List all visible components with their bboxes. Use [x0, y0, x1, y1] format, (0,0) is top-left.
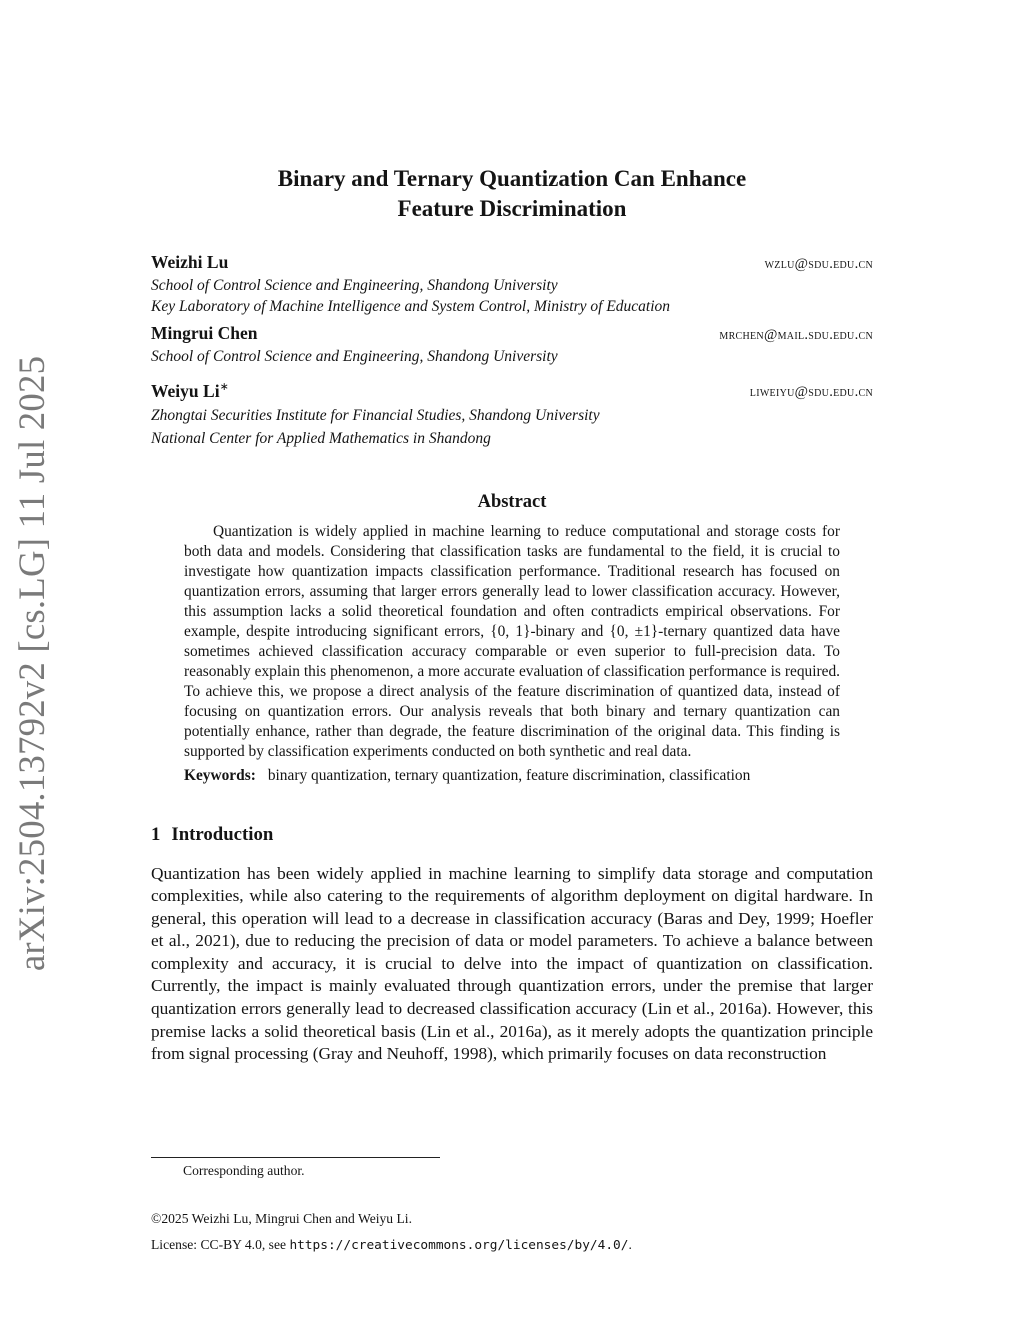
abstract-heading: Abstract	[477, 491, 547, 512]
license-prefix: License: CC-BY 4.0, see	[151, 1237, 290, 1252]
license-link[interactable]: https://creativecommons.org/licenses/by/4.0/	[289, 1238, 629, 1253]
author-affiliation: Zhongtai Securities Institute for Financial Studies, Shandong University	[151, 406, 600, 424]
paper-title	[151, 164, 873, 224]
title-line-1: Binary and Ternary Quantization Can Enhance	[277, 166, 747, 191]
author-affiliation: School of Control Science and Engineering, Shandong University	[151, 348, 558, 365]
author-email[interactable]: wzlu@sdu.edu.cn	[764, 256, 873, 272]
arxiv-identifier	[10, 355, 54, 971]
author-email[interactable]: liweiyu@sdu.edu.cn	[749, 384, 873, 401]
author-affiliation: School of Control Science and Engineering, Shandong University	[151, 277, 558, 294]
footnote-rule	[151, 1157, 440, 1158]
author-name	[151, 380, 229, 402]
keywords-label: Keywords:	[184, 766, 256, 784]
title-line-2: Feature Discrimination	[397, 196, 627, 221]
author-name: Mingrui Chen	[151, 323, 258, 343]
license-notice	[151, 1237, 873, 1253]
section-heading	[151, 824, 873, 846]
author-name-text: Weiyu Li	[151, 380, 220, 401]
license-suffix: .	[628, 1237, 632, 1252]
paper-page	[151, 164, 873, 1083]
arxiv-identifier-text: arXiv:2504.13792v2 [cs.LG] 11 Jul 2025	[11, 355, 53, 971]
section-number: 1	[151, 823, 161, 845]
author-email[interactable]: mrchen@mail.sdu.edu.cn	[719, 327, 873, 343]
author-affiliation: Key Laboratory of Machine Intelligence and System Control, Ministry of Education	[151, 297, 671, 315]
section-paragraph: Quantization has been widely applied in machine learning to simplify data storage and computation complexities, while also catering to the requirements of algorithm deployment on digital hardware. In general, this operation will lead to a decrease in classification accuracy (Baras and Dey, 1999; Hoefler et al., 2021), due to reducing the precision of data or model parameters. To achieve a balance between complexity and accuracy, it is crucial to delve into the impact of quantization on classification. Currently, the impact is mainly evaluated through quantization errors, under the premise that larger quantization errors generally lead to decreased classification accuracy (Lin et al., 2016a). However, this premise lacks a solid theoretical basis (Lin et al., 2016a), as it merely adopts the quantization principle from signal processing (Gray and Neuhoff, 1998), which primarily focuses on data reconstruction	[151, 863, 873, 1064]
author-block	[151, 252, 873, 450]
section-title: Introduction	[171, 823, 274, 845]
keywords	[184, 766, 840, 786]
footnote-area	[151, 1157, 873, 1253]
footnote: Corresponding author.	[183, 1163, 305, 1178]
author-3	[151, 380, 873, 450]
author-2	[151, 323, 873, 368]
abstract-text: Quantization is widely applied in machine learning to reduce computational and storage costs for both data and models. Considering that classification tasks are fundamental to the field, it is crucial to investigate how quantization impacts classification performance. Traditional research has focused on quantization errors, assuming that larger errors generally lead to lower classification accuracy. However, this assumption lacks a solid theoretical foundation and often contradicts empirical observations. For example, despite introducing significant errors, {0, 1}-binary and {0, ±1}-ternary quantized data have sometimes achieved classification accuracy comparable or even superior to full-precision data. To reasonably explain this phenomenon, a more accurate evaluation of classification performance is required. To achieve this, we propose a direct analysis of the feature discrimination of quantized data, instead of focusing on quantization errors. Our analysis reveals that both binary and ternary quantization can potentially enhance, rather than degrade, the feature discrimination of the original data. This finding is supported by classification experiments conducted on both synthetic and real data.	[184, 522, 840, 760]
keywords-list: binary quantization, ternary quantization, feature discrimination, classification	[267, 766, 751, 784]
copyright-notice: ©2025 Weizhi Lu, Mingrui Chen and Weiyu Li.	[151, 1211, 412, 1226]
author-name: Weizhi Lu	[151, 252, 229, 272]
corresponding-marker: ∗	[219, 380, 229, 393]
author-affiliation: National Center for Applied Mathematics in Shandong	[151, 429, 491, 447]
author-1	[151, 252, 873, 317]
